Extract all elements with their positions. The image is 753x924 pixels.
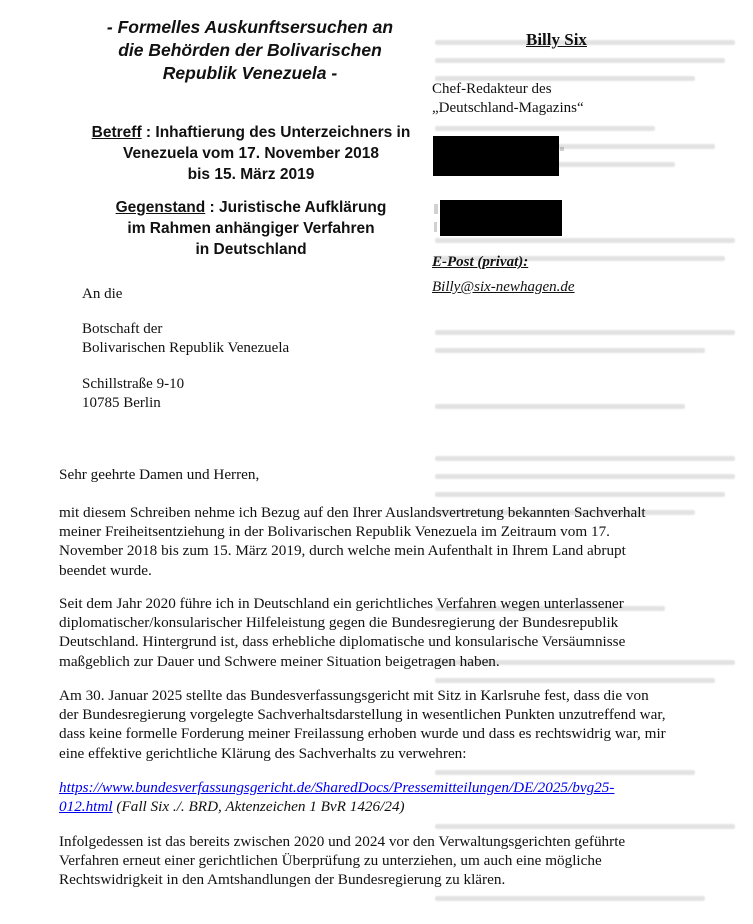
title-line: Republik Venezuela - (162, 63, 338, 83)
body-line: der Bundesregierung vorgelegte Sachverhaltsdarstellung in wesentlichen Punkten unzutreffend war, (59, 706, 666, 724)
body-line: dass keine formelle Forderung meiner Freilassung erhoben wurde und dass es rechtswidrig war, mir (59, 725, 666, 743)
body-paragraph-4 (59, 832, 721, 890)
body-line: Seit dem Jahr 2020 führe ich in Deutschland ein gerichtliches Verfahren wegen unterlassener (59, 595, 624, 612)
court-press-release-link-cont[interactable]: 012.html (59, 798, 113, 816)
sender-name: Billy Six (526, 30, 587, 49)
body-line: Am 30. Januar 2025 stellte das Bundesverfassungsgericht mit Sitz in Karlsruhe fest, dass die von (59, 687, 649, 704)
recipient-street: Schillstraße 9-10 (82, 376, 185, 392)
court-press-release-link[interactable]: https://www.bundesverfassungsgericht.de/SharedDocs/Pressemitteilungen/DE/2025/bvg25- (59, 779, 615, 796)
betreff-text: bis 15. März 2019 (187, 166, 315, 183)
body-line: Verfahren erneut einer gerichtlichen Überprüfung zu unterziehen, um auch eine mögliche (59, 852, 602, 870)
body-line: mit diesem Schreiben nehme ich Bezug auf den Ihrer Auslandsvertretung bekannten Sachverhalt (59, 504, 646, 521)
redaction-residue (434, 222, 437, 232)
body-paragraph-1 (59, 503, 721, 580)
sender-role-line: „Deutschland-Magazins“ (432, 100, 584, 116)
recipient-line: Botschaft der (82, 321, 163, 337)
sender-block (432, 30, 732, 116)
court-reference (59, 778, 721, 816)
gegenstand-label: Gegenstand (115, 199, 206, 216)
sender-email-link[interactable]: Billy@six-newhagen.de (432, 279, 575, 295)
salutation: Sehr geehrte Damen und Herren, (59, 466, 260, 483)
epost-label: E-Post (privat): (432, 254, 529, 270)
body-paragraph-2 (59, 594, 721, 671)
body-line: meiner Freiheitsentziehung in der Bolivarischen Republik Venezuela im Zeitraum vom 17. (59, 523, 610, 541)
sender-role-line: Chef-Redakteur des (432, 81, 552, 97)
redaction-bar (440, 200, 562, 236)
subject-gegenstand (52, 197, 450, 260)
case-reference: (Fall Six ./. BRD, Aktenzeichen 1 BvR 1426/24) (112, 798, 405, 816)
betreff-label: Betreff (91, 124, 142, 141)
gegenstand-text: im Rahmen anhängiger Verfahren (127, 220, 375, 237)
recipient-intro: An die (82, 286, 123, 302)
gegenstand-text: : Juristische Aufklärung (205, 199, 387, 216)
body-line: eine effektive gerichtliche Klärung des Sachverhalts zu verwehren: (59, 744, 467, 762)
redaction-bar (433, 136, 559, 176)
betreff-text: Venezuela vom 17. November 2018 (123, 145, 379, 162)
recipient-line: Bolivarischen Republik Venezuela (82, 340, 290, 356)
redaction-residue (560, 147, 564, 151)
recipient-city: 10785 Berlin (82, 395, 161, 411)
body-paragraph-3 (59, 686, 721, 763)
document-title (70, 16, 430, 85)
title-line: die Behörden der Bolivarischen (118, 40, 382, 60)
title-line: - Formelles Auskunftsersuchen an (106, 17, 394, 37)
body-line: beendet wurde. (59, 561, 152, 579)
redaction-residue (434, 204, 438, 214)
body-line: diplomatischer/konsularischer Hilfeleistung gegen die Bundesregierung der Bundesrepublik (59, 614, 619, 632)
recipient-address (82, 375, 184, 413)
subject-betreff (52, 122, 450, 185)
body-line: Rechtswidrigkeit in den Amtshandlungen der Bundesregierung zu klären. (59, 871, 506, 889)
gegenstand-text: in Deutschland (195, 241, 307, 258)
body-line: Deutschland. Hintergrund ist, dass erhebliche diplomatische und konsularische Versäumnisse (59, 633, 626, 651)
body-line: November 2018 bis zum 15. März 2019, durch welche mein Aufenthalt in Ihrem Land abrupt (59, 542, 626, 560)
betreff-text: : Inhaftierung des Unterzeichners in (141, 124, 411, 141)
body-line: Infolgedessen ist das bereits zwischen 2020 und 2024 vor den Verwaltungsgerichten geführte (59, 833, 626, 850)
recipient-name (82, 320, 289, 358)
body-line: maßgeblich zur Dauer und Schwere meiner Situation beigetragen haben. (59, 652, 500, 670)
sender-role (432, 80, 732, 118)
